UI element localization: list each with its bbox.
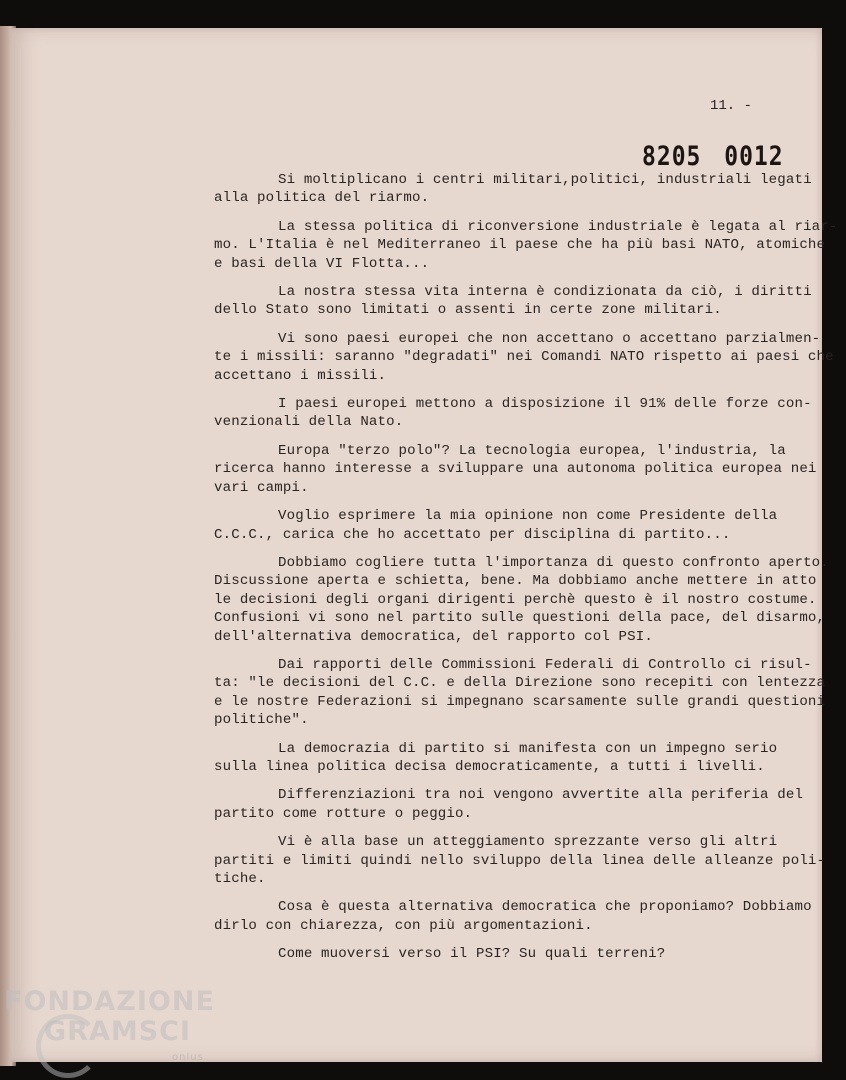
text-line: C.C.C., carica che ho accettato per disciplina di partito... [214, 526, 731, 543]
paragraph [214, 740, 794, 777]
text-line: accettano i missili. [214, 367, 387, 384]
body-text [214, 171, 838, 974]
text-line: dell'alternativa democratica, del rapporto col PSI. [214, 628, 653, 645]
text-line: Cosa è questa alternativa democratica che proponiamo? Dobbiamo [278, 899, 812, 916]
paragraph [214, 171, 812, 208]
text-line: vari campi. [214, 479, 309, 496]
paragraph [214, 554, 829, 646]
text-line: La stessa politica di riconversione industriale è legata al riar- [278, 218, 838, 235]
text-line: politiche". [214, 712, 309, 729]
paragraph [214, 283, 812, 320]
text-line: Come muoversi verso il PSI? Su quali terreni? [278, 946, 666, 963]
watermark-sub: onlus [172, 1052, 204, 1063]
text-line: Vi è alla base un atteggiamento sprezzante verso gli altri [278, 834, 778, 851]
text-line: I paesi europei mettono a disposizione il 91% delle forze con- [278, 396, 812, 413]
text-line: le decisioni degli organi dirigenti perchè questo è il nostro costume. [214, 591, 817, 608]
fondazione-gramsci-watermark [4, 986, 215, 1063]
archive-stamp: 8205 0012 [642, 142, 784, 172]
text-line: Confusioni vi sono nel partito sulle questioni della pace, del disarmo, [214, 610, 826, 627]
text-line: Dai rapporti delle Commissioni Federali di Controllo ci risul- [278, 656, 812, 673]
document-page [10, 28, 838, 1062]
watermark-line1: FONDAZIONE [4, 986, 215, 1017]
paragraph [214, 786, 804, 823]
text-line: dirlo con chiarezza, con più argomentazioni. [214, 917, 593, 934]
paragraph [214, 218, 838, 273]
paragraph [214, 330, 834, 385]
text-line: Discussione aperta e schietta, bene. Ma dobbiamo anche mettere in atto [214, 573, 817, 590]
paragraph [214, 656, 826, 730]
text-line: Differenziazioni tra noi vengono avvertite alla periferia del [278, 787, 804, 804]
text-line: Si moltiplicano i centri militari,politici, industriali legati [278, 172, 812, 188]
text-line: dello Stato sono limitati o assenti in certe zone militari. [214, 302, 722, 319]
paragraph [214, 442, 817, 497]
text-line: partiti e limiti quindi nello sviluppo della linea delle alleanze poli- [214, 852, 826, 869]
text-line: e le nostre Federazioni si impegnano scarsamente sulle grandi questioni [214, 693, 826, 710]
text-line: La democrazia di partito si manifesta con un impegno serio [278, 740, 778, 757]
text-line: ta: "le decisioni del C.C. e della Direzione sono recepiti con lentezza [214, 675, 826, 692]
text-line: partito come rotture o peggio. [214, 805, 473, 822]
text-line: tiche. [214, 871, 266, 887]
paragraph [214, 395, 812, 432]
text-line: Voglio esprimere la mia opinione non come Presidente della [278, 508, 778, 525]
watermark-line2: GRAMSCI [44, 1016, 192, 1047]
paragraph [214, 945, 794, 963]
text-line: alla politica del riarmo. [214, 190, 430, 207]
text-line: mo. L'Italia è nel Mediterraneo il paese che ha più basi NATO, atomiche [214, 237, 826, 254]
text-line: La nostra stessa vita interna è condizionata da ciò, i diritti [278, 284, 812, 301]
text-line: Europa "terzo polo"? La tecnologia europea, l'industria, la [278, 442, 786, 459]
paragraph [214, 898, 812, 935]
text-line: ricerca hanno interesse a sviluppare una autonoma politica europea nei [214, 461, 817, 478]
text-line: venzionali della Nato. [214, 414, 404, 431]
paragraph [214, 507, 794, 544]
text-line: Vi sono paesi europei che non accettano o accettano parzialmen- [278, 330, 821, 347]
page-number: 11. - [710, 98, 753, 114]
paragraph [214, 833, 826, 888]
text-line: sulla linea politica decisa democraticamente, a tutti i livelli. [214, 758, 765, 775]
text-line: e basi della VI Flotta... [214, 255, 430, 272]
text-line: Dobbiamo cogliere tutta l'importanza di questo confronto aperto. [278, 554, 829, 571]
text-line: te i missili: saranno "degradati" nei Comandi NATO rispetto ai paesi che [214, 349, 834, 366]
